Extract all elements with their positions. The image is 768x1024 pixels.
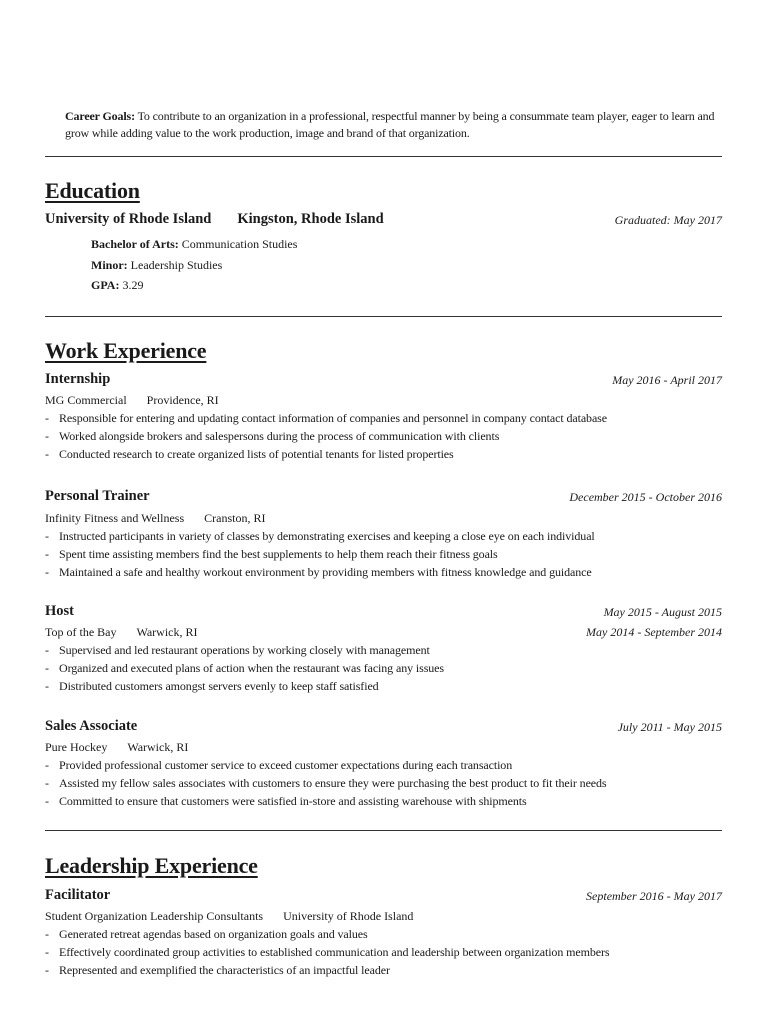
resume-page <box>45 0 722 1024</box>
job-date: December 2015 - October 2016 <box>569 490 722 504</box>
career-goals <box>65 108 720 142</box>
job-bullet: - Responsible for entering and updating contact information of companies and personnel in company contact database <box>45 411 607 425</box>
job-bullet: - Conducted research to create organized lists of potential tenants for listed properties <box>45 447 454 461</box>
job-company-line: Infinity Fitness and Wellness Cranston, RI <box>45 511 266 525</box>
job-bullet: - Provided professional customer service to exceed customer expectations during each transaction <box>45 758 513 772</box>
job-title: Sales Associate <box>45 718 138 734</box>
job-bullet: - Instructed participants in variety of classes by demonstrating exercises and keeping a close eye on each individual <box>45 529 595 543</box>
job-title: Internship <box>45 371 111 387</box>
job-date-secondary: May 2014 - September 2014 <box>586 625 722 639</box>
school-location: Kingston, Rhode Island <box>237 211 384 227</box>
work-experience-heading: Work Experience <box>45 338 207 363</box>
divider <box>45 156 722 157</box>
graduation-date: Graduated: May 2017 <box>614 213 722 227</box>
job-header <box>45 488 722 506</box>
job-header <box>45 887 722 905</box>
job-date: July 2011 - May 2015 <box>617 720 722 734</box>
job-header <box>45 603 722 621</box>
job-bullet: - Supervised and led restaurant operations by working closely with management <box>45 643 430 657</box>
job-bullet: - Assisted my fellow sales associates with customers to ensure they were purchasing the best product to fit their needs <box>45 776 607 790</box>
education-row <box>45 211 722 229</box>
job-bullet: - Effectively coordinated group activities to established communication and leadership between organization members <box>45 945 610 959</box>
job-company-line: Student Organization Leadership Consultants University of Rhode Island <box>45 909 414 923</box>
job-header <box>45 371 722 389</box>
gpa-line: GPA: 3.29 <box>91 278 144 292</box>
divider <box>45 830 722 831</box>
job-company-line: Top of the Bay Warwick, RI <box>45 625 198 639</box>
leadership-experience-heading: Leadership Experience <box>45 853 258 878</box>
job-bullet: - Spent time assisting members find the best supplements to help them reach their fitness goals <box>45 547 498 561</box>
job-title: Personal Trainer <box>45 488 150 504</box>
job-bullet: - Distributed customers amongst servers evenly to keep staff satisfied <box>45 679 379 693</box>
job-bullet: - Worked alongside brokers and salespersons during the process of communication with clients <box>45 429 500 443</box>
job-bullet: - Generated retreat agendas based on organization goals and values <box>45 927 368 941</box>
job-bullet: - Maintained a safe and healthy workout environment by providing members with fitness knowledge and guidance <box>45 565 592 579</box>
job-header <box>45 718 722 736</box>
job-company-line: MG Commercial Providence, RI <box>45 393 219 407</box>
job-date: September 2016 - May 2017 <box>586 889 722 903</box>
job-subheader <box>45 625 722 643</box>
job-company-line: Pure Hockey Warwick, RI <box>45 740 189 754</box>
career-goals-text: To contribute to an organization in a professional, respectful manner by being a consummate team player, eager to learn and grow while adding value to the work production, image and brand of that organization. <box>65 109 715 140</box>
job-title: Host <box>45 603 74 619</box>
job-date: May 2015 - August 2015 <box>603 605 722 619</box>
job-date: May 2016 - April 2017 <box>612 373 722 387</box>
job-title: Facilitator <box>45 887 111 903</box>
minor-line: Minor: Leadership Studies <box>91 258 223 272</box>
education-heading: Education <box>45 178 140 203</box>
divider <box>45 316 722 317</box>
job-bullet: - Represented and exemplified the characteristics of an impactful leader <box>45 963 390 977</box>
job-bullet: - Committed to ensure that customers were satisfied in-store and assisting warehouse with shipments <box>45 794 527 808</box>
school-name: University of Rhode Island <box>45 211 212 227</box>
degree-line: Bachelor of Arts: Communication Studies <box>91 237 298 251</box>
job-bullet: - Organized and executed plans of action when the restaurant was facing any issues <box>45 661 444 675</box>
career-goals-label: Career Goals: <box>65 109 135 123</box>
